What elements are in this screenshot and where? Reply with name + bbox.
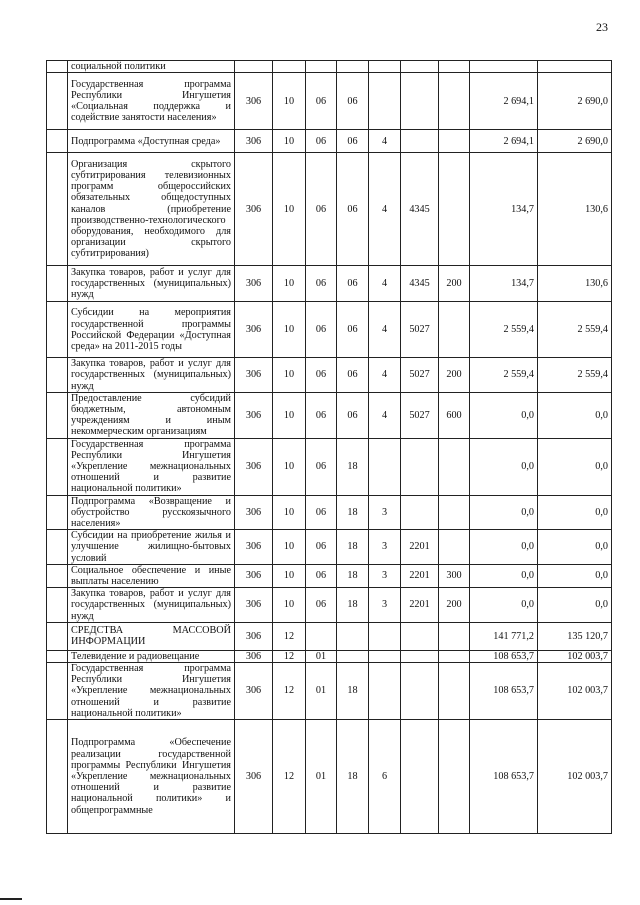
code-subsection-cell: 06 [306, 266, 337, 302]
row-number-cell [47, 622, 68, 650]
code-ved-cell: 306 [235, 495, 273, 530]
code-target-cell [401, 61, 439, 73]
code-target-cell [401, 130, 439, 153]
row-number-cell [47, 358, 68, 393]
code-program-cell: 18 [337, 588, 369, 623]
amount-approved-cell: 0,0 [470, 392, 538, 438]
code-subsection-cell: 06 [306, 392, 337, 438]
code-expense-type-cell [439, 663, 470, 720]
code-program-cell: 18 [337, 495, 369, 530]
row-number-cell [47, 588, 68, 623]
row-number-cell [47, 392, 68, 438]
item-name-cell: Закупка товаров, работ и услуг для государственных (муниципальных) нужд [68, 266, 235, 302]
amount-approved-cell [470, 61, 538, 73]
code-expense-type-cell [439, 130, 470, 153]
code-subsection-cell [306, 622, 337, 650]
row-number-cell [47, 564, 68, 587]
code-section-cell: 10 [273, 266, 306, 302]
row-number-cell [47, 720, 68, 834]
code-subsection-cell [306, 61, 337, 73]
table-row [47, 266, 612, 302]
code-ved-cell: 306 [235, 663, 273, 720]
item-name-cell: Социальное обеспечение и иные выплаты населению [68, 564, 235, 587]
amount-executed-cell: 0,0 [538, 392, 612, 438]
table-row [47, 720, 612, 834]
item-name-cell: социальной политики [68, 61, 235, 73]
code-expense-type-cell [439, 302, 470, 358]
code-subsection-cell: 06 [306, 153, 337, 266]
code-ved-cell: 306 [235, 358, 273, 393]
amount-executed-cell: 135 120,7 [538, 622, 612, 650]
amount-executed-cell: 130,6 [538, 266, 612, 302]
code-subsection-cell: 06 [306, 588, 337, 623]
amount-executed-cell: 0,0 [538, 588, 612, 623]
code-subprogram-cell: 4 [369, 153, 401, 266]
item-name-cell: Субсидии на мероприятия государственной программы Российской Федерации «Доступная среда» на 2011-2015 годы [68, 302, 235, 358]
budget-table [46, 60, 612, 834]
amount-executed-cell: 2 559,4 [538, 358, 612, 393]
code-subsection-cell: 06 [306, 564, 337, 587]
code-ved-cell: 306 [235, 564, 273, 587]
code-program-cell: 18 [337, 438, 369, 495]
amount-executed-cell: 102 003,7 [538, 663, 612, 720]
code-expense-type-cell [439, 720, 470, 834]
code-expense-type-cell: 300 [439, 564, 470, 587]
code-program-cell: 06 [337, 358, 369, 393]
code-expense-type-cell: 200 [439, 588, 470, 623]
code-program-cell [337, 650, 369, 662]
code-section-cell: 10 [273, 302, 306, 358]
code-target-cell [401, 495, 439, 530]
table-row [47, 392, 612, 438]
code-ved-cell: 306 [235, 438, 273, 495]
code-ved-cell: 306 [235, 622, 273, 650]
item-name-cell: Закупка товаров, работ и услуг для государственных (муниципальных) нужд [68, 588, 235, 623]
code-ved-cell [235, 61, 273, 73]
table-row [47, 302, 612, 358]
item-name-cell: Подпрограмма «Обеспечение реализации государственной программы Республики Ингушетия «Укрепление межнациональных отношений и развитие национальной политики» и общепрограммные [68, 720, 235, 834]
code-ved-cell: 306 [235, 153, 273, 266]
code-subprogram-cell [369, 61, 401, 73]
code-target-cell: 5027 [401, 302, 439, 358]
code-section-cell: 12 [273, 720, 306, 834]
code-ved-cell: 306 [235, 530, 273, 565]
code-ved-cell: 306 [235, 392, 273, 438]
code-subsection-cell: 01 [306, 720, 337, 834]
amount-executed-cell: 0,0 [538, 530, 612, 565]
amount-approved-cell: 108 653,7 [470, 650, 538, 662]
table-row [47, 588, 612, 623]
code-target-cell [401, 622, 439, 650]
code-ved-cell: 306 [235, 130, 273, 153]
code-subsection-cell: 06 [306, 302, 337, 358]
page-number: 23 [596, 20, 608, 34]
row-number-cell [47, 266, 68, 302]
item-name-cell: Государственная программа Республики Ингушетия «Укрепление межнациональных отношений и развитие национальной политики» [68, 663, 235, 720]
amount-executed-cell: 102 003,7 [538, 650, 612, 662]
code-expense-type-cell [439, 495, 470, 530]
table-row [47, 663, 612, 720]
code-ved-cell: 306 [235, 302, 273, 358]
code-subprogram-cell [369, 622, 401, 650]
amount-approved-cell: 141 771,2 [470, 622, 538, 650]
amount-approved-cell: 2 694,1 [470, 73, 538, 130]
item-name-cell: Закупка товаров, работ и услуг для государственных (муниципальных) нужд [68, 358, 235, 393]
code-ved-cell: 306 [235, 73, 273, 130]
code-program-cell: 18 [337, 663, 369, 720]
amount-approved-cell: 108 653,7 [470, 720, 538, 834]
table-row [47, 438, 612, 495]
table-row [47, 61, 612, 73]
amount-approved-cell: 0,0 [470, 530, 538, 565]
code-section-cell: 10 [273, 495, 306, 530]
code-expense-type-cell [439, 438, 470, 495]
code-subprogram-cell: 4 [369, 302, 401, 358]
table-row [47, 564, 612, 587]
item-name-cell: Субсидии на приобретение жилья и улучшение жилищно-бытовых условий [68, 530, 235, 565]
table-row [47, 153, 612, 266]
code-program-cell: 06 [337, 392, 369, 438]
table-row [47, 358, 612, 393]
item-name-cell: Подпрограмма «Доступная среда» [68, 130, 235, 153]
code-section-cell: 10 [273, 358, 306, 393]
amount-approved-cell: 134,7 [470, 153, 538, 266]
code-ved-cell: 306 [235, 650, 273, 662]
amount-executed-cell: 2 690,0 [538, 130, 612, 153]
code-target-cell: 4345 [401, 153, 439, 266]
code-section-cell: 12 [273, 622, 306, 650]
code-section-cell: 12 [273, 650, 306, 662]
amount-approved-cell: 134,7 [470, 266, 538, 302]
code-expense-type-cell [439, 61, 470, 73]
code-program-cell: 06 [337, 73, 369, 130]
code-program-cell [337, 622, 369, 650]
code-section-cell: 10 [273, 392, 306, 438]
item-name-cell: Предоставление субсидий бюджетным, автономным учреждениям и иным некоммерческим организациям [68, 392, 235, 438]
code-target-cell: 2201 [401, 588, 439, 623]
row-number-cell [47, 663, 68, 720]
row-number-cell [47, 438, 68, 495]
row-number-cell [47, 530, 68, 565]
amount-approved-cell: 2 694,1 [470, 130, 538, 153]
row-number-cell [47, 153, 68, 266]
code-subprogram-cell: 4 [369, 358, 401, 393]
code-program-cell: 18 [337, 530, 369, 565]
item-name-cell: Организация скрытого субтитрирования телевизионных программ общероссийских обязательных общедоступных каналов (приобретение производственно-технологического оборудования, необходимого для организации скрытого субтитрирования) [68, 153, 235, 266]
code-subsection-cell: 01 [306, 650, 337, 662]
row-number-cell [47, 61, 68, 73]
amount-executed-cell [538, 61, 612, 73]
code-expense-type-cell: 200 [439, 358, 470, 393]
code-subprogram-cell: 6 [369, 720, 401, 834]
code-target-cell [401, 720, 439, 834]
code-section-cell: 12 [273, 663, 306, 720]
table-row [47, 622, 612, 650]
code-section-cell: 10 [273, 588, 306, 623]
code-subprogram-cell [369, 650, 401, 662]
code-program-cell: 06 [337, 302, 369, 358]
table-row [47, 650, 612, 662]
code-target-cell: 5027 [401, 392, 439, 438]
code-program-cell: 06 [337, 266, 369, 302]
row-number-cell [47, 73, 68, 130]
amount-executed-cell: 0,0 [538, 438, 612, 495]
table-row [47, 73, 612, 130]
code-section-cell: 10 [273, 130, 306, 153]
code-section-cell: 10 [273, 153, 306, 266]
code-subsection-cell: 06 [306, 73, 337, 130]
item-name-cell: Телевидение и радиовещание [68, 650, 235, 662]
item-name-cell: Государственная программа Республики Ингушетия «Укрепление межнациональных отношений и развитие национальной политики» [68, 438, 235, 495]
code-section-cell: 10 [273, 530, 306, 565]
code-target-cell [401, 650, 439, 662]
code-section-cell: 10 [273, 73, 306, 130]
code-subprogram-cell: 3 [369, 588, 401, 623]
code-expense-type-cell: 200 [439, 266, 470, 302]
code-subprogram-cell: 4 [369, 266, 401, 302]
code-target-cell [401, 663, 439, 720]
code-subsection-cell: 06 [306, 495, 337, 530]
row-number-cell [47, 650, 68, 662]
amount-executed-cell: 0,0 [538, 495, 612, 530]
code-expense-type-cell [439, 530, 470, 565]
row-number-cell [47, 495, 68, 530]
code-ved-cell: 306 [235, 588, 273, 623]
table-row [47, 130, 612, 153]
item-name-cell: Государственная программа Республики Ингушетия «Социальная поддержка и содействие занятости населения» [68, 73, 235, 130]
code-subsection-cell: 06 [306, 130, 337, 153]
item-name-cell: СРЕДСТВА МАССОВОЙ ИНФОРМАЦИИ [68, 622, 235, 650]
code-subprogram-cell: 3 [369, 530, 401, 565]
code-target-cell: 5027 [401, 358, 439, 393]
code-program-cell: 18 [337, 720, 369, 834]
amount-approved-cell: 0,0 [470, 438, 538, 495]
amount-executed-cell: 102 003,7 [538, 720, 612, 834]
amount-approved-cell: 0,0 [470, 564, 538, 587]
code-program-cell: 06 [337, 153, 369, 266]
code-section-cell [273, 61, 306, 73]
row-number-cell [47, 302, 68, 358]
code-target-cell [401, 73, 439, 130]
code-subprogram-cell: 4 [369, 392, 401, 438]
amount-approved-cell: 108 653,7 [470, 663, 538, 720]
code-expense-type-cell [439, 622, 470, 650]
code-subsection-cell: 01 [306, 663, 337, 720]
amount-approved-cell: 0,0 [470, 588, 538, 623]
code-subprogram-cell [369, 438, 401, 495]
code-program-cell [337, 61, 369, 73]
amount-executed-cell: 130,6 [538, 153, 612, 266]
code-target-cell: 2201 [401, 530, 439, 565]
code-expense-type-cell: 600 [439, 392, 470, 438]
page-edge-mark [0, 898, 22, 900]
code-ved-cell: 306 [235, 720, 273, 834]
code-program-cell: 18 [337, 564, 369, 587]
amount-executed-cell: 2 559,4 [538, 302, 612, 358]
code-subprogram-cell: 4 [369, 130, 401, 153]
code-section-cell: 10 [273, 564, 306, 587]
code-expense-type-cell [439, 73, 470, 130]
code-subprogram-cell [369, 663, 401, 720]
item-name-cell: Подпрограмма «Возвращение и обустройство русскоязычного населения» [68, 495, 235, 530]
code-expense-type-cell [439, 650, 470, 662]
code-target-cell [401, 438, 439, 495]
amount-approved-cell: 0,0 [470, 495, 538, 530]
amount-executed-cell: 0,0 [538, 564, 612, 587]
amount-approved-cell: 2 559,4 [470, 358, 538, 393]
code-ved-cell: 306 [235, 266, 273, 302]
code-subprogram-cell: 3 [369, 495, 401, 530]
amount-executed-cell: 2 690,0 [538, 73, 612, 130]
row-number-cell [47, 130, 68, 153]
code-expense-type-cell [439, 153, 470, 266]
code-subsection-cell: 06 [306, 438, 337, 495]
table-row [47, 495, 612, 530]
code-target-cell: 4345 [401, 266, 439, 302]
code-subsection-cell: 06 [306, 358, 337, 393]
code-section-cell: 10 [273, 438, 306, 495]
code-subsection-cell: 06 [306, 530, 337, 565]
amount-approved-cell: 2 559,4 [470, 302, 538, 358]
table-row [47, 530, 612, 565]
code-target-cell: 2201 [401, 564, 439, 587]
code-program-cell: 06 [337, 130, 369, 153]
code-subprogram-cell: 3 [369, 564, 401, 587]
code-subprogram-cell [369, 73, 401, 130]
